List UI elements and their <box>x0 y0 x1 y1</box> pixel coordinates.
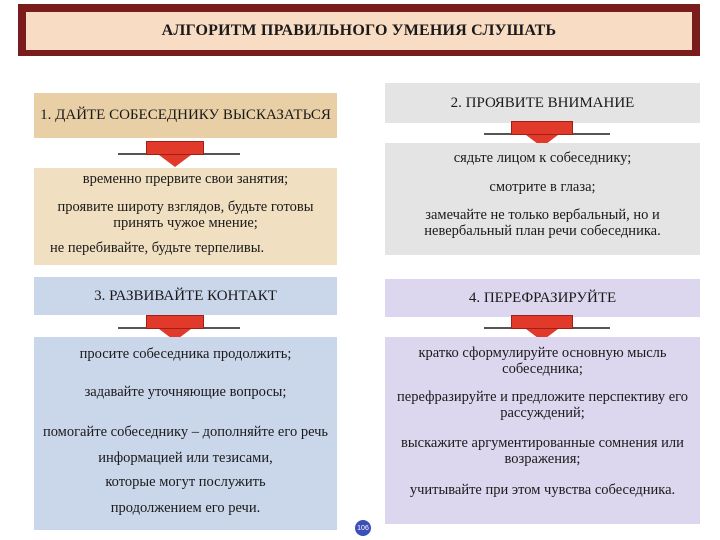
section-1-header <box>34 93 337 138</box>
section-3-item-2: задавайте уточняющие вопросы; <box>84 384 287 400</box>
section-3-title: 3. РАЗВИВАЙТЕ КОНТАКТ <box>94 287 277 304</box>
section-4-arrow-icon <box>511 315 573 329</box>
section-2-item-1: сядьте лицом к собеседнику; <box>453 150 632 166</box>
section-4-item-1: кратко сформулируйте основную мысль собеседника; <box>418 345 667 377</box>
section-4-header <box>385 279 700 317</box>
page-title: АЛГОРИТМ ПРАВИЛЬНОГО УМЕНИЯ СЛУШАТЬ <box>26 12 692 50</box>
section-3-header <box>34 277 337 315</box>
section-3-arrow-icon <box>146 315 204 329</box>
section-3-item-3: помогайте собеседнику – дополняйте его речь информацией или тезисами, <box>42 424 329 466</box>
section-4-item-2: перефразируйте и предложите перспективу его рассуждений; <box>397 389 688 421</box>
section-2-item-3: замечайте не только вербальный, но и невербальный план речи собеседника. <box>424 207 661 239</box>
section-1-item-3: не перебивайте, будьте терпеливы. <box>50 240 265 256</box>
section-1-item-1: временно прервите свои занятия; <box>82 171 289 187</box>
section-1-item-2: проявите широту взглядов, будьте готовы принять чужое мнение; <box>57 199 314 231</box>
section-4-item-3: выскажите аргументированные сомнения или возражения; <box>401 435 684 467</box>
section-1-arrow-tip-icon <box>159 155 191 167</box>
section-2-item-2: смотрите в глаза; <box>489 179 596 195</box>
section-2-title: 2. ПРОЯВИТЕ ВНИМАНИЕ <box>450 94 635 111</box>
section-3-item-1: просите собеседника продолжить; <box>79 346 292 362</box>
section-1-arrow-icon <box>146 141 204 155</box>
section-3-item-4: которые могут послужить <box>105 474 266 490</box>
section-1-title: 1. ДАЙТЕ СОБЕСЕДНИКУ ВЫСКАЗАТЬСЯ <box>40 107 331 123</box>
page-number-badge: 106 <box>355 520 371 536</box>
section-4-title: 4. ПЕРЕФРАЗИРУЙТЕ <box>468 289 617 306</box>
section-2-arrow-icon <box>511 121 573 135</box>
section-2-header <box>385 83 700 123</box>
section-4-item-4: учитывайте при этом чувства собеседника. <box>409 482 676 498</box>
section-3-item-5: продолжением его речи. <box>110 500 261 516</box>
